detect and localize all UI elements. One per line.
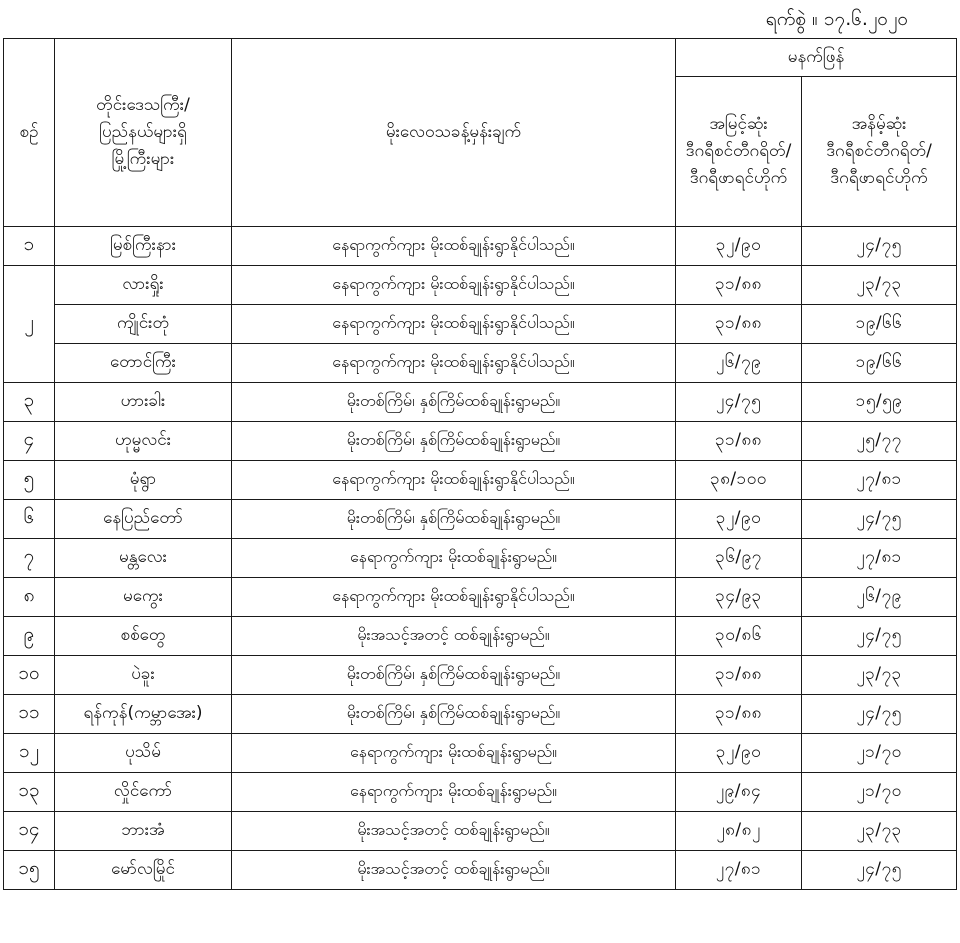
row-serial-number: ၉ <box>4 617 55 656</box>
row-forecast: နေရာကွက်ကျား မိုးထစ်ချုန်းရွာနိုင်ပါသည်။ <box>232 344 676 383</box>
row-min-temp: ၂၃/၇၃ <box>802 266 957 305</box>
header-max-line-2: ဒီဂရီစင်တီဂရိတ်/ <box>685 141 792 161</box>
table-row <box>4 266 957 305</box>
row-forecast: နေရာကွက်ကျား မိုးထစ်ချုန်းရွာမည်။ <box>232 773 676 812</box>
row-min-temp: ၂၇/၈၁ <box>802 539 957 578</box>
row-max-temp: ၃၈/၁၀၀ <box>676 461 802 500</box>
weather-forecast-table <box>3 38 957 890</box>
row-forecast: မိုးအသင့်အတင့် ထစ်ချုန်းရွာမည်။ <box>232 851 676 890</box>
table-row <box>4 305 957 344</box>
row-min-temp: ၂၇/၈၁ <box>802 461 957 500</box>
row-max-temp: ၃၂/၉၀ <box>676 227 802 266</box>
header-max-temp <box>676 77 802 227</box>
table-row <box>4 851 957 890</box>
header-serial-number: စဉ် <box>4 39 55 227</box>
table-body <box>4 227 957 890</box>
row-max-temp: ၃၁/၈၈ <box>676 656 802 695</box>
table-row <box>4 656 957 695</box>
row-serial-number: ၃ <box>4 383 55 422</box>
row-city: မန္တလေး <box>55 539 232 578</box>
row-max-temp: ၃၆/၉၇ <box>676 539 802 578</box>
header-city <box>55 39 232 227</box>
row-serial-number: ၅ <box>4 461 55 500</box>
row-city: ပုသိမ် <box>55 734 232 773</box>
row-min-temp: ၂၄/၇၅ <box>802 695 957 734</box>
row-min-temp: ၂၃/၇၃ <box>802 656 957 695</box>
row-forecast: နေရာကွက်ကျား မိုးထစ်ချုန်းရွာနိုင်ပါသည်။ <box>232 305 676 344</box>
row-serial-number: ၆ <box>4 500 55 539</box>
row-city: ဟုမ္မလင်း <box>55 422 232 461</box>
row-serial-number: ၁၃ <box>4 773 55 812</box>
row-min-temp: ၂၅/၇၇ <box>802 422 957 461</box>
row-serial-number: ၁ <box>4 227 55 266</box>
row-min-temp: ၁၅/၅၉ <box>802 383 957 422</box>
row-max-temp: ၃၁/၈၈ <box>676 266 802 305</box>
table-row <box>4 461 957 500</box>
row-forecast: မိုးတစ်ကြိမ်၊ နှစ်ကြိမ်ထစ်ချုန်းရွာမည်။ <box>232 383 676 422</box>
row-city: နေပြည်တော် <box>55 500 232 539</box>
row-serial-number: ၁၁ <box>4 695 55 734</box>
row-forecast: မိုးတစ်ကြိမ်၊ နှစ်ကြိမ်ထစ်ချုန်းရွာမည်။ <box>232 656 676 695</box>
row-serial-number: ၇ <box>4 539 55 578</box>
row-serial-number: ၈ <box>4 578 55 617</box>
header-city-line-1: တိုင်းဒေသကြီး/ <box>96 95 190 115</box>
row-min-temp: ၂၃/၇၃ <box>802 812 957 851</box>
row-forecast: နေရာကွက်ကျား မိုးထစ်ချုန်းရွာနိုင်ပါသည်။ <box>232 266 676 305</box>
row-min-temp: ၂၄/၇၅ <box>802 617 957 656</box>
header-city-line-3: မြို့ကြီးများ <box>111 149 175 169</box>
table-row <box>4 617 957 656</box>
table-row <box>4 383 957 422</box>
row-forecast: မိုးတစ်ကြိမ်၊ နှစ်ကြိမ်ထစ်ချုန်းရွာမည်။ <box>232 695 676 734</box>
row-min-temp: ၂၄/၇၅ <box>802 227 957 266</box>
table-row <box>4 695 957 734</box>
row-city: မြစ်ကြီးနား <box>55 227 232 266</box>
row-max-temp: ၂၄/၇၅ <box>676 383 802 422</box>
row-max-temp: ၃၁/၈၈ <box>676 422 802 461</box>
row-min-temp: ၂၁/၇၀ <box>802 773 957 812</box>
row-city: မုံရွာ <box>55 461 232 500</box>
row-max-temp: ၂၉/၈၄ <box>676 773 802 812</box>
table-row <box>4 539 957 578</box>
table-row <box>4 422 957 461</box>
row-city: တောင်ကြီး <box>55 344 232 383</box>
row-city: ဘားအံ <box>55 812 232 851</box>
header-forecast: မိုးလေဝသခန့်မှန်းချက် <box>232 39 676 227</box>
header-max-line-1: အမြင့်ဆုံး <box>709 114 768 134</box>
report-date: ရက်စွဲ ။ ၁၇.၆.၂၀၂၀ <box>765 8 908 30</box>
row-city: စစ်တွေ <box>55 617 232 656</box>
row-serial-number: ၁၀ <box>4 656 55 695</box>
row-city: မကွေး <box>55 578 232 617</box>
row-forecast: နေရာကွက်ကျား မိုးထစ်ချုန်းရွာမည်။ <box>232 539 676 578</box>
table-row <box>4 500 957 539</box>
row-serial-number: ၁၂ <box>4 734 55 773</box>
row-max-temp: ၃၀/၈၆ <box>676 617 802 656</box>
table-header <box>4 39 957 227</box>
row-min-temp: ၂၄/၇၅ <box>802 500 957 539</box>
row-min-temp: ၁၉/၆၆ <box>802 344 957 383</box>
row-forecast: မိုးအသင့်အတင့် ထစ်ချုန်းရွာမည်။ <box>232 617 676 656</box>
header-city-line-2: ပြည်နယ်များရှိ <box>99 122 187 142</box>
row-max-temp: ၃၂/၉၀ <box>676 734 802 773</box>
row-city: ကျိုင်းတုံ <box>55 305 232 344</box>
header-max-line-3: ဒီဂရီဖာရင်ဟိုက် <box>689 168 788 188</box>
row-forecast: နေရာကွက်ကျား မိုးထစ်ချုန်းရွာမည်။ <box>232 734 676 773</box>
row-min-temp: ၂၁/၇၀ <box>802 734 957 773</box>
row-max-temp: ၃၁/၈၈ <box>676 305 802 344</box>
row-max-temp: ၃၁/၈၈ <box>676 695 802 734</box>
row-serial-number: ၁၅ <box>4 851 55 890</box>
header-tomorrow: မနက်ဖြန် <box>676 39 957 77</box>
row-forecast: နေရာကွက်ကျား မိုးထစ်ချုန်းရွာနိုင်ပါသည်။ <box>232 578 676 617</box>
row-serial-number: ၁၄ <box>4 812 55 851</box>
row-min-temp: ၂၄/၇၅ <box>802 851 957 890</box>
row-forecast: နေရာကွက်ကျား မိုးထစ်ချုန်းရွာနိုင်ပါသည်။ <box>232 461 676 500</box>
row-city: လှိုင်ကော် <box>55 773 232 812</box>
table-row <box>4 773 957 812</box>
row-forecast: မိုးတစ်ကြိမ်၊ နှစ်ကြိမ်ထစ်ချုန်းရွာမည်။ <box>232 422 676 461</box>
row-city: မော်လမြိုင် <box>55 851 232 890</box>
row-forecast: မိုးတစ်ကြိမ်၊ နှစ်ကြိမ်ထစ်ချုန်းရွာမည်။ <box>232 500 676 539</box>
table-row <box>4 734 957 773</box>
table-row <box>4 227 957 266</box>
row-max-temp: ၃၂/၉၀ <box>676 500 802 539</box>
row-city: ပဲခူး <box>55 656 232 695</box>
table-row <box>4 812 957 851</box>
row-serial-number: ၄ <box>4 422 55 461</box>
row-city: လားရှိုး <box>55 266 232 305</box>
header-min-line-2: ဒီဂရီစင်တီဂရိတ်/ <box>826 141 932 161</box>
row-min-temp: ၁၉/၆၆ <box>802 305 957 344</box>
row-city: ဟားခါး <box>55 383 232 422</box>
row-serial-number: ၂ <box>4 266 55 383</box>
row-city: ရန်ကုန်(ကမ္ဘာအေး) <box>55 695 232 734</box>
header-min-line-1: အနိမ့်ဆုံး <box>851 114 907 134</box>
row-max-temp: ၂၇/၈၁ <box>676 851 802 890</box>
header-min-temp <box>802 77 957 227</box>
row-forecast: မိုးအသင့်အတင့် ထစ်ချုန်းရွာမည်။ <box>232 812 676 851</box>
table-row <box>4 344 957 383</box>
row-max-temp: ၃၄/၉၃ <box>676 578 802 617</box>
row-min-temp: ၂၆/၇၉ <box>802 578 957 617</box>
row-forecast: နေရာကွက်ကျား မိုးထစ်ချုန်းရွာနိုင်ပါသည်။ <box>232 227 676 266</box>
table-row <box>4 578 957 617</box>
row-max-temp: ၂၈/၈၂ <box>676 812 802 851</box>
row-max-temp: ၂၆/၇၉ <box>676 344 802 383</box>
header-min-line-3: ဒီဂရီဖာရင်ဟိုက် <box>830 168 928 188</box>
